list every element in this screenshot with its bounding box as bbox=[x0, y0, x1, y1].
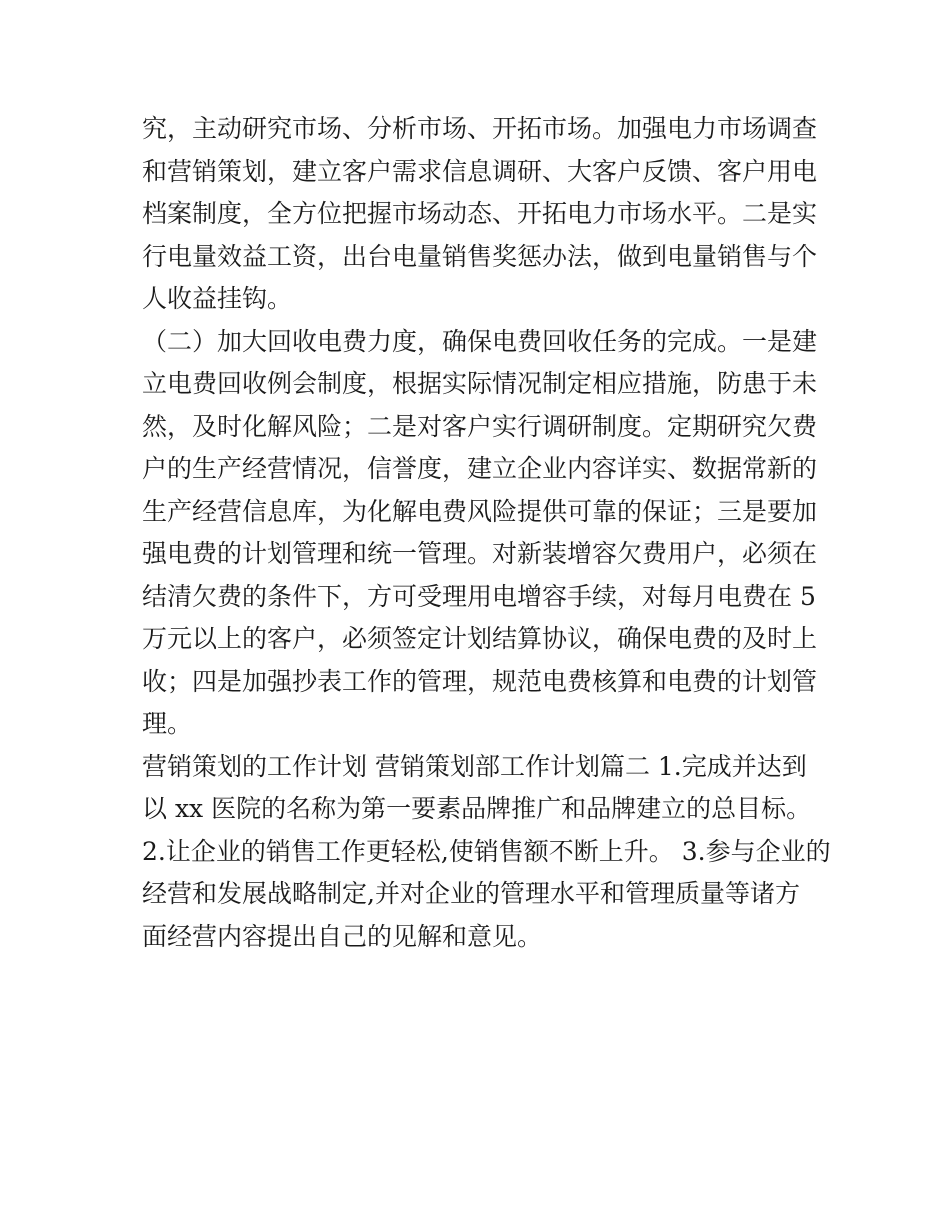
text-line: 结清欠费的条件下，方可受理用电增容手续，对每月电费在 5 bbox=[142, 581, 816, 611]
text-line: 立电费回收例会制度，根据实际情况制定相应措施，防患于未 bbox=[142, 369, 818, 398]
text-line: 理。 bbox=[142, 709, 193, 738]
text-line: 以 xx 医院的名称为第一要素品牌推广和品牌建立的总目标。 bbox=[142, 794, 812, 823]
text-line: 然，及时化解风险；二是对客户实行调研制度。定期研究欠费 bbox=[142, 411, 818, 441]
text-line: 强电费的计划管理和统一管理。对新装增容欠费用户，必须在 bbox=[142, 539, 818, 568]
text-line: 收；四是加强抄表工作的管理，规范电费核算和电费的计划管 bbox=[142, 666, 818, 696]
text-line: 营销策划的工作计划 营销策划部工作计划篇二 1.完成并达到 bbox=[142, 751, 807, 781]
text-line: 经营和发展战略制定,并对企业的管理水平和管理质量等诸方 bbox=[142, 879, 800, 908]
text-line: 究，主动研究市场、分析市场、开拓市场。加强电力市场调查 bbox=[142, 114, 818, 143]
text-line: 档案制度，全方位把握市场动态、开拓电力市场水平。二是实 bbox=[142, 199, 818, 228]
text-line: 户的生产经营情况，信誉度，建立企业内容详实、数据常新的 bbox=[142, 454, 818, 483]
text-line: 万元以上的客户，必须签定计划结算协议，确保电费的及时上 bbox=[142, 624, 818, 653]
text-line: （二）加大回收电费力度，确保电费回收任务的完成。一是建 bbox=[142, 326, 818, 356]
text-line: 人收益挂钩。 bbox=[142, 284, 293, 313]
text-line: 面经营内容提出自己的见解和意见。 bbox=[142, 921, 543, 951]
text-line: 和营销策划，建立客户需求信息调研、大客户反馈、客户用电 bbox=[142, 156, 818, 186]
text-line: 生产经营信息库，为化解电费风险提供可靠的保证；三是要加 bbox=[142, 496, 818, 526]
text-line: 行电量效益工资，出台电量销售奖惩办法，做到电量销售与个 bbox=[142, 241, 818, 271]
document-body bbox=[142, 108, 831, 958]
text-line: 2.让企业的销售工作更轻松,使销售额不断上升。 3.参与企业的 bbox=[142, 836, 831, 866]
